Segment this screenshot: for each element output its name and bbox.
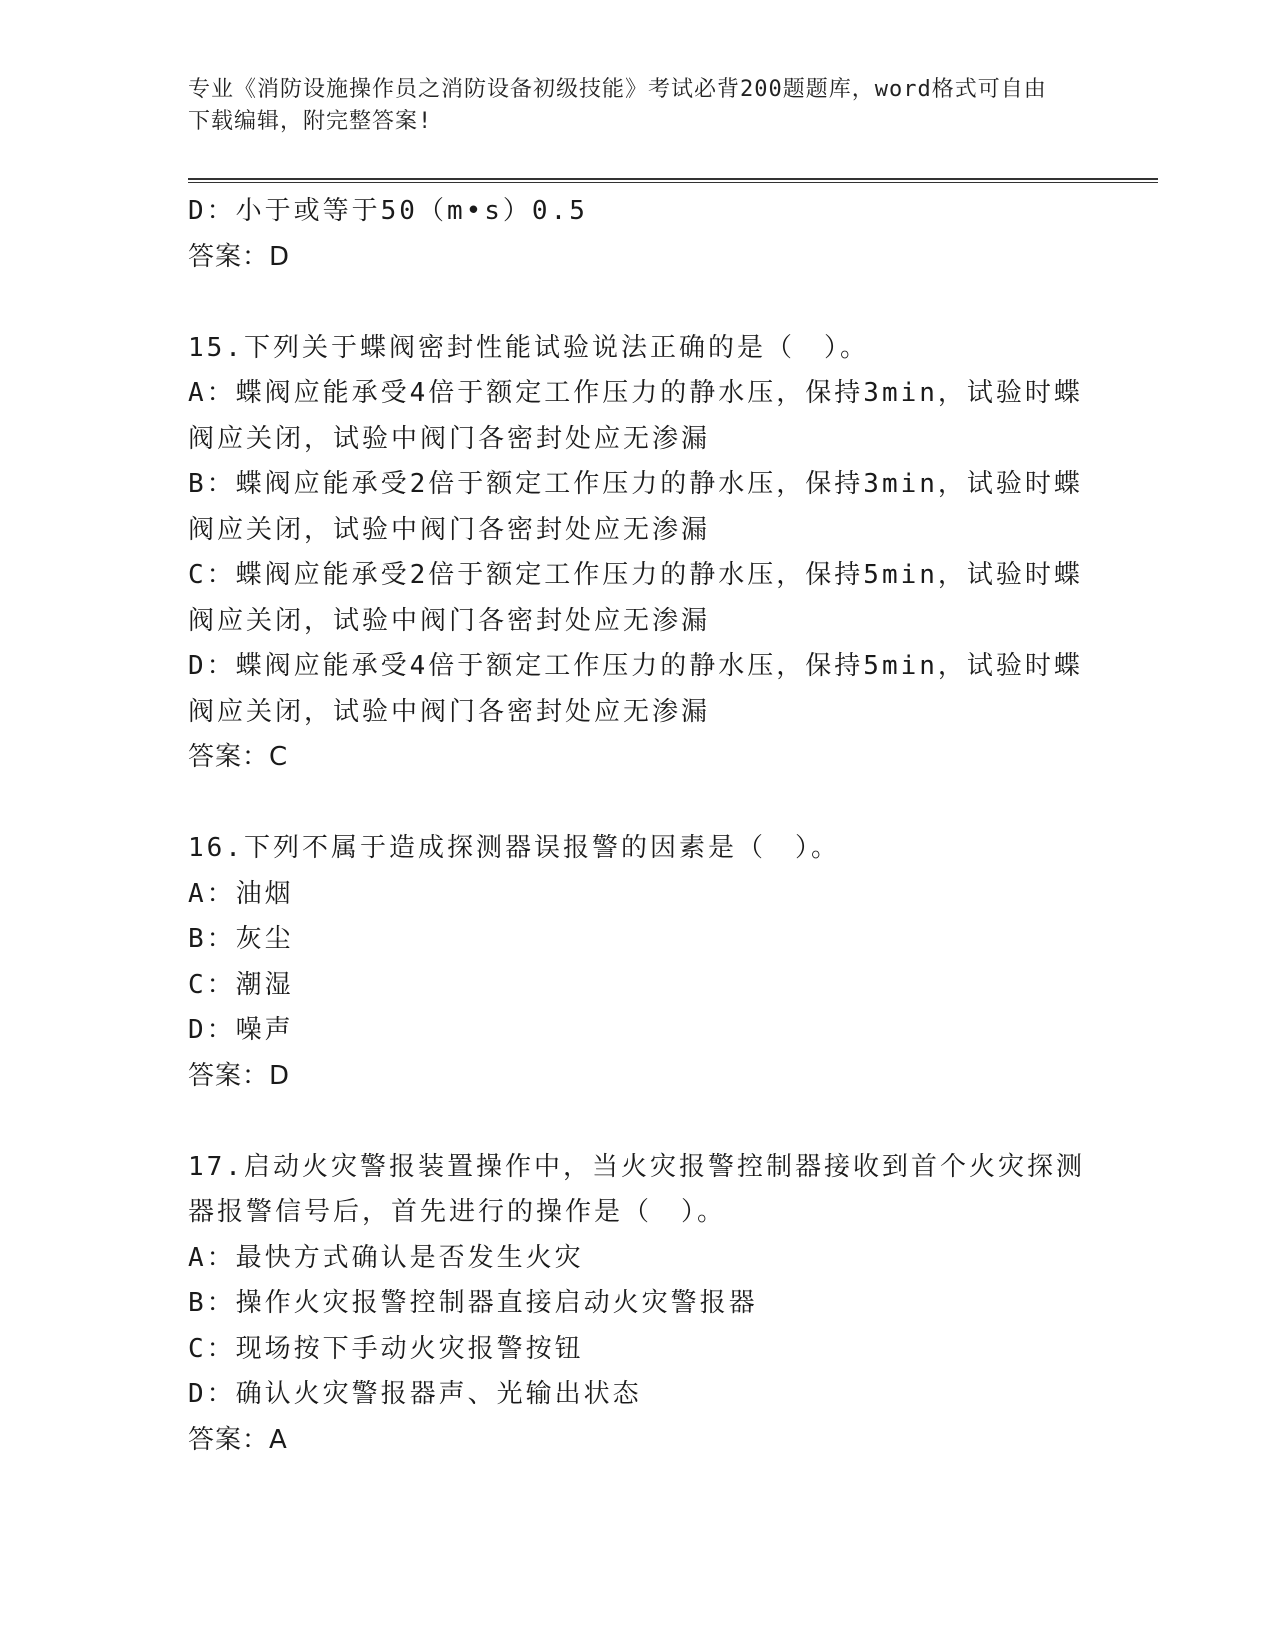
answer-line: 答案：C (188, 742, 289, 772)
question-stem: 17.启动火灾警报装置操作中，当火灾报警控制器接收到首个火灾探测器报警信号后，首先进行的操作是（ ）。 (188, 1151, 1085, 1227)
option-d: D：确认火灾警报器声、光输出状态 (188, 1379, 642, 1409)
option-b: B：灰尘 (188, 924, 294, 954)
answer-line: 答案：A (188, 1424, 288, 1455)
option-c: C：蝶阀应能承受2倍于额定工作压力的静水压，保持5min，试验时蝶阀应关闭，试验中阀门各密封处应无渗漏 (188, 560, 1083, 636)
option-a: A：蝶阀应能承受4倍于额定工作压力的静水压，保持3min，试验时蝶阀应关闭，试验中阀门各密封处应无渗漏 (188, 378, 1083, 454)
option-a: A：最快方式确认是否发生火灾 (188, 1242, 584, 1273)
answer-line: 答案：D (188, 241, 291, 272)
option-d: D：噪声 (188, 1015, 294, 1045)
header-rule-thick (188, 178, 1158, 180)
document-header: 专业《消防设施操作员之消防设备初级技能》考试必背200题题库，word格式可自由下载编辑，附完整答案! (188, 77, 1047, 134)
document-body (188, 189, 1088, 1463)
option-b: B：蝶阀应能承受2倍于额定工作压力的静水压，保持3min，试验时蝶阀应关闭，试验中阀门各密封处应无渗漏 (188, 469, 1083, 545)
question-stem: 15.下列关于蝶阀密封性能试验说法正确的是（ ）。 (188, 332, 869, 363)
option-a: A：油烟 (188, 878, 294, 909)
question-stem: 16.下列不属于造成探测器误报警的因素是（ ）。 (188, 833, 840, 863)
spacer (188, 1099, 1088, 1145)
option-b: B：操作火灾报警控制器直接启动火灾警报器 (188, 1288, 758, 1318)
question-15 (188, 326, 1088, 781)
question-17 (188, 1145, 1088, 1464)
answer-line: 答案：D (188, 1060, 291, 1091)
header-rule-thin (188, 182, 1158, 183)
option-c: C：现场按下手动火灾报警按钮 (188, 1333, 584, 1364)
option-c: C：潮湿 (188, 969, 294, 1000)
spacer (188, 280, 1088, 326)
option-d: D：小于或等于50（m•s）0.5 (188, 196, 588, 226)
spacer (188, 781, 1088, 827)
question-16 (188, 826, 1088, 1099)
option-d: D：蝶阀应能承受4倍于额定工作压力的静水压，保持5min，试验时蝶阀应关闭，试验中阀门各密封处应无渗漏 (188, 651, 1083, 727)
previous-question-tail (188, 189, 1088, 280)
